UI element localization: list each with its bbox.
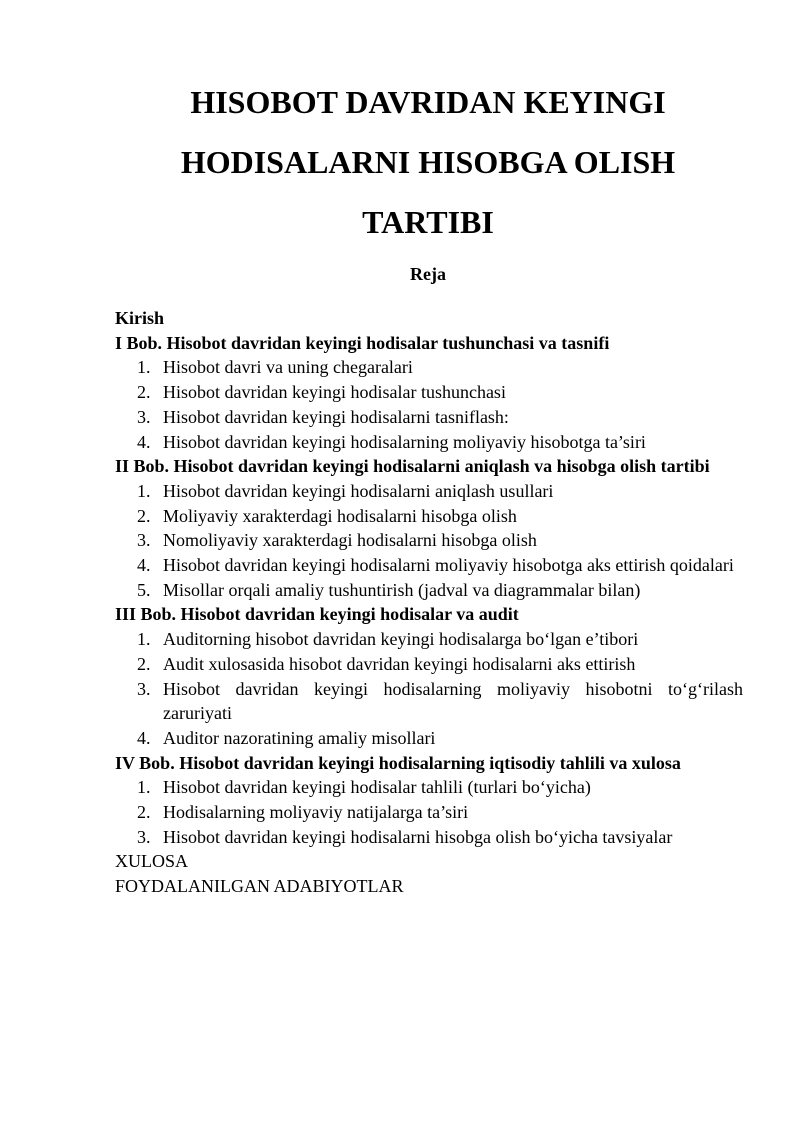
list-item bbox=[115, 380, 743, 405]
item-text: Moliyaviy xarakterdagi hodisalarni hisobga olish bbox=[163, 505, 517, 526]
item-text: Auditor nazoratining amaliy misollari bbox=[163, 727, 436, 748]
references-line: FOYDALANILGAN ADABIYOTLAR bbox=[115, 876, 404, 897]
item-number: 4. bbox=[137, 555, 151, 576]
list-item bbox=[115, 677, 743, 726]
list-item bbox=[115, 405, 743, 430]
chapter-3-items bbox=[115, 627, 743, 751]
list-item bbox=[115, 479, 743, 504]
list-item bbox=[115, 430, 743, 455]
document-title bbox=[100, 72, 756, 252]
list-item bbox=[115, 355, 743, 380]
item-number: 1. bbox=[137, 480, 151, 501]
chapter-1-items bbox=[115, 355, 743, 454]
item-text: Hodisalarning moliyaviy natijalarga ta’siri bbox=[163, 802, 469, 823]
list-item bbox=[115, 578, 743, 603]
title-line-3: TARTIBI bbox=[362, 204, 494, 240]
list-item bbox=[115, 528, 743, 553]
item-text: Hisobot davridan keyingi hodisalarning moliyaviy hisobotni to‘g‘rilash zaruriyati bbox=[163, 678, 743, 724]
plan-heading: Reja bbox=[410, 264, 446, 284]
item-text: Audit xulosasida hisobot davridan keyingi hodisalarni aks ettirish bbox=[163, 653, 636, 674]
conclusion-line: XULOSA bbox=[115, 851, 189, 872]
item-number: 2. bbox=[137, 505, 151, 526]
item-text: Misollar orqali amaliy tushuntirish (jadval va diagrammalar bilan) bbox=[163, 579, 641, 600]
item-text: Auditorning hisobot davridan keyingi hodisalarga bo‘lgan e’tibori bbox=[163, 629, 639, 650]
item-number: 3. bbox=[137, 406, 151, 427]
list-item bbox=[115, 652, 743, 677]
item-text: Hisobot davridan keyingi hodisalarni hisobga olish bo‘yicha tavsiyalar bbox=[163, 826, 673, 847]
list-item bbox=[115, 553, 743, 578]
item-text: Hisobot davridan keyingi hodisalarni aniqlash usullari bbox=[163, 480, 554, 501]
item-text: Hisobot davridan keyingi hodisalar tushunchasi bbox=[163, 382, 506, 403]
intro-line: Kirish bbox=[115, 308, 165, 328]
item-text: Hisobot davridan keyingi hodisalarning moliyaviy hisobotga ta’siri bbox=[163, 431, 646, 452]
item-number: 4. bbox=[137, 727, 151, 748]
list-item bbox=[115, 504, 743, 529]
item-text: Hisobot davridan keyingi hodisalarni tasniflash: bbox=[163, 406, 509, 427]
item-text: Nomoliyaviy xarakterdagi hodisalarni hisobga olish bbox=[163, 530, 537, 551]
item-text: Hisobot davridan keyingi hodisalar tahlili (turlari bo‘yicha) bbox=[163, 777, 591, 798]
list-item bbox=[115, 726, 743, 751]
item-number: 1. bbox=[137, 777, 151, 798]
list-item bbox=[115, 800, 743, 825]
item-number: 5. bbox=[137, 579, 151, 600]
title-line-1: HISOBOT DAVRIDAN KEYINGI bbox=[190, 84, 666, 120]
item-text: Hisobot davri va uning chegaralari bbox=[163, 357, 413, 378]
chapter-heading: III Bob. Hisobot davridan keyingi hodisalar va audit bbox=[115, 604, 519, 625]
item-number: 3. bbox=[137, 678, 151, 699]
item-text: Hisobot davridan keyingi hodisalarni moliyaviy hisobotga aks ettirish qoidalari bbox=[163, 555, 734, 576]
item-number: 1. bbox=[137, 629, 151, 650]
plan-outline bbox=[115, 306, 743, 899]
chapter-heading: II Bob. Hisobot davridan keyingi hodisalarni aniqlash va hisobga olish tartibi bbox=[115, 456, 710, 477]
list-item bbox=[115, 825, 743, 850]
chapter-2-items bbox=[115, 479, 743, 603]
chapter-heading: I Bob. Hisobot davridan keyingi hodisalar tushunchasi va tasnifi bbox=[115, 332, 610, 353]
title-line-2: HODISALARNI HISOBGA OLISH bbox=[180, 144, 676, 180]
item-number: 2. bbox=[137, 653, 151, 674]
item-number: 1. bbox=[137, 357, 151, 378]
item-number: 3. bbox=[137, 530, 151, 551]
item-number: 4. bbox=[137, 431, 151, 452]
item-number: 3. bbox=[137, 826, 151, 847]
chapter-4-items bbox=[115, 775, 743, 849]
list-item bbox=[115, 627, 743, 652]
item-number: 2. bbox=[137, 382, 151, 403]
list-item bbox=[115, 775, 743, 800]
chapter-heading: IV Bob. Hisobot davridan keyingi hodisalarning iqtisodiy tahlili va xulosa bbox=[115, 752, 681, 773]
item-number: 2. bbox=[137, 802, 151, 823]
